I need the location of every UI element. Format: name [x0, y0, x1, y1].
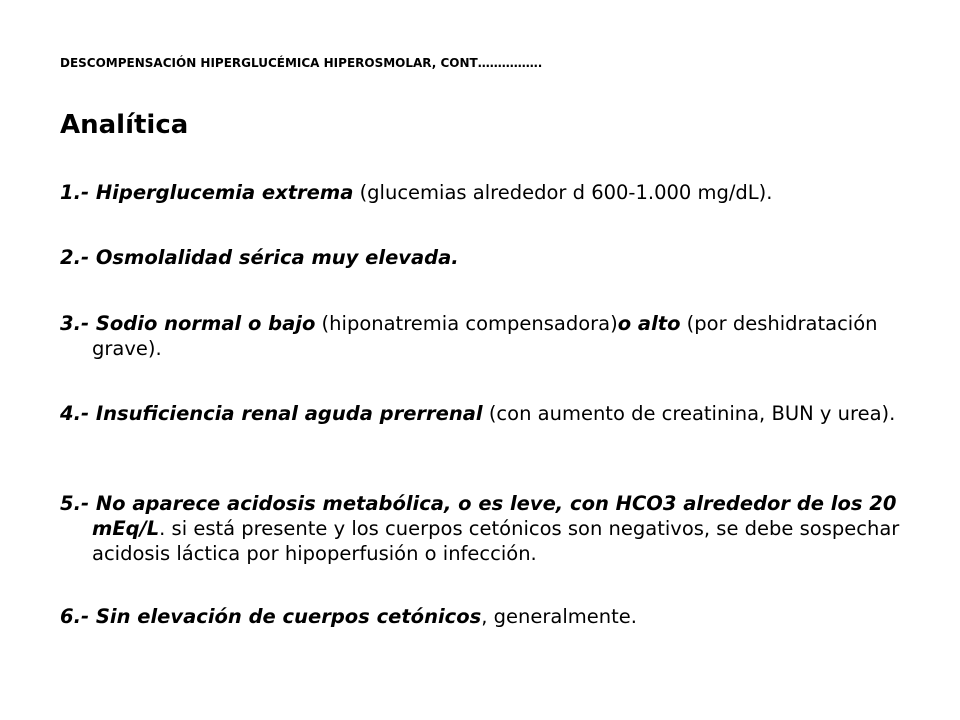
item-emphasis: 3.- Sodio normal o bajo: [60, 312, 316, 335]
list-item: [60, 311, 942, 361]
item-text-secondary: (por deshidratación grave).: [92, 312, 878, 360]
item-text: . si está presente y los cuerpos cetónicos son negativos, se debe sospechar acidosis láctica por hipoperfusión o infección.: [92, 517, 900, 565]
item-emphasis: 4.- Insuficiencia renal aguda prerrenal: [60, 402, 483, 425]
item-emphasis: 2.- Osmolalidad sérica muy elevada.: [60, 246, 459, 269]
item-emphasis: 1.- Hiperglucemia extrema: [60, 181, 354, 204]
slide-header: DESCOMPENSACIÓN HIPERGLUCÉMICA HIPEROSMOLAR, CONT…………….: [60, 56, 543, 70]
item-text: , generalmente.: [481, 605, 637, 628]
item-text: (glucemias alrededor d 600-1.000 mg/dL).: [353, 181, 773, 204]
item-emphasis: 5.- No aparece acidosis metabólica, o es leve, con HCO3 alrededor de los 20 mEq/L: [60, 492, 897, 540]
list-item: [60, 245, 942, 270]
item-text: (con aumento de creatinina, BUN y urea).: [482, 402, 896, 425]
slide-title: Analítica: [60, 110, 189, 140]
item-emphasis-secondary: o alto: [617, 312, 681, 335]
item-emphasis: 6.- Sin elevación de cuerpos cetónicos: [60, 605, 482, 628]
list-item: [60, 180, 942, 205]
list-item: [60, 401, 942, 426]
list-item: [60, 491, 942, 566]
item-text: (hiponatremia compensadora): [315, 312, 618, 335]
list-item: [60, 604, 942, 629]
